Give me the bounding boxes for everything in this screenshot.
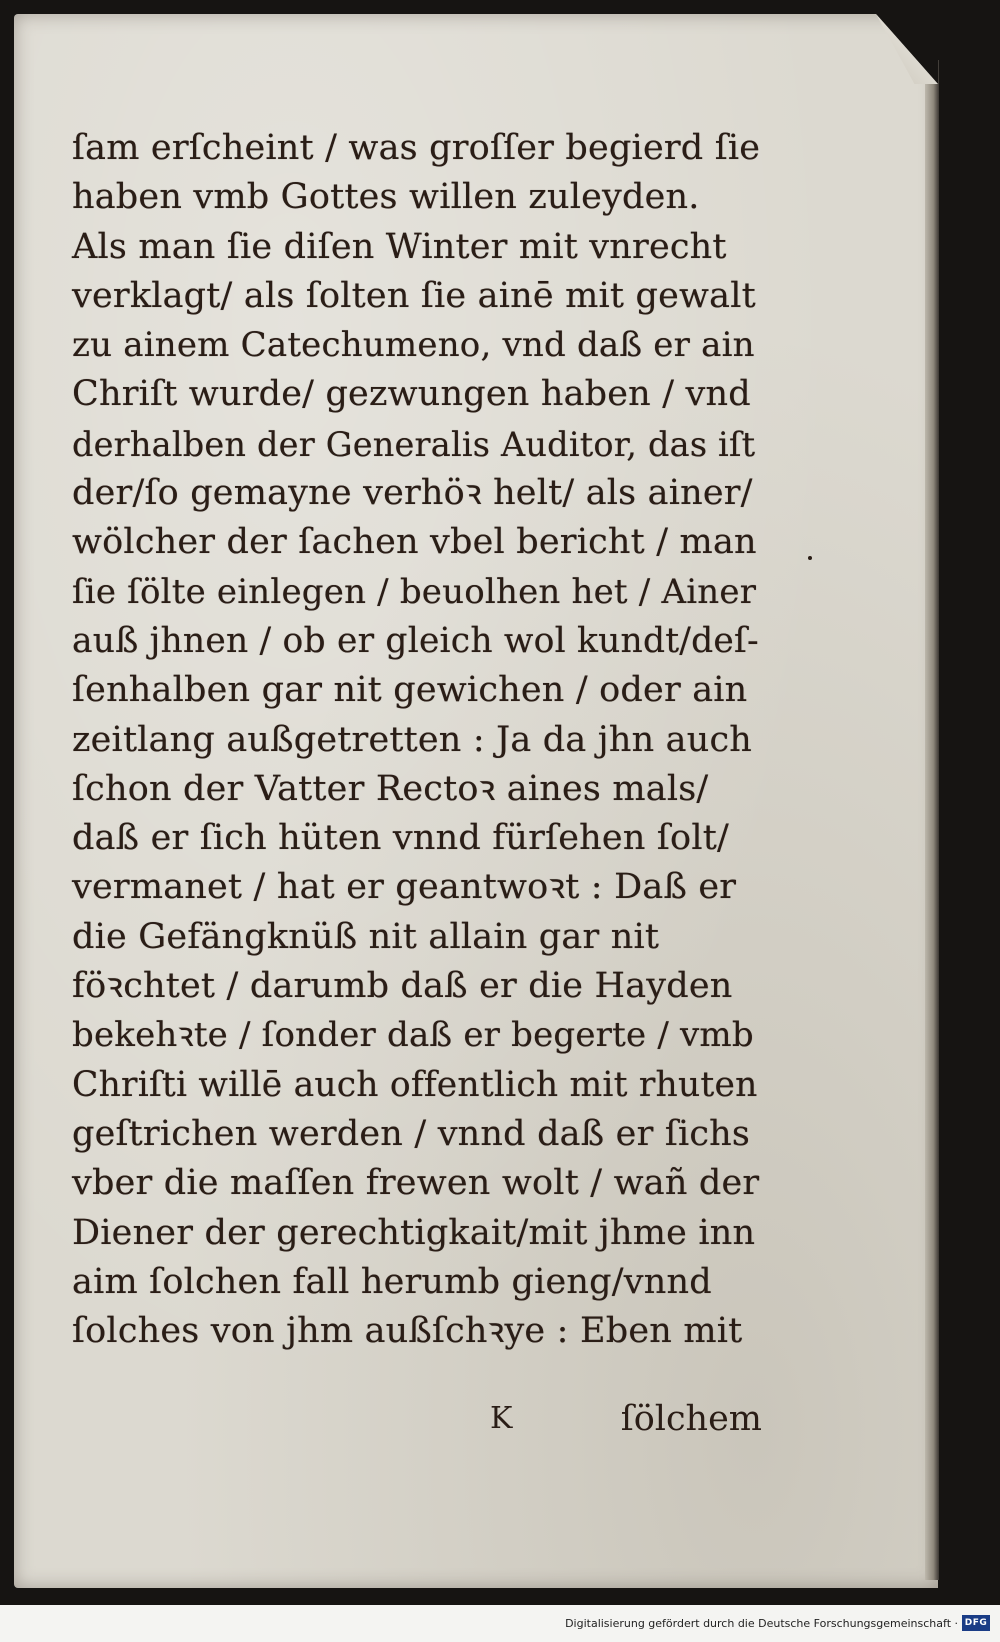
text-line: Chriſti willē auch offentlich mit rhuten	[72, 1064, 758, 1105]
text-line: bekehꝛte / ſonder daß er begerte / vmb	[72, 1015, 754, 1056]
text-line: Diener der gerechtigkait/mit jhme inn	[72, 1212, 756, 1253]
text-line: daß er ſich hüten vnnd fürſehen ſolt/	[72, 818, 729, 859]
text-line: haben vmb Gottes willen zuleyden.	[72, 177, 700, 218]
text-line: aim ſolchen fall herumb gieng/vnnd	[72, 1261, 712, 1302]
text-line: derhalben der Generalis Auditor, das iſt	[72, 424, 756, 464]
text-line: ſchon der Vatter Rectoꝛ aines mals/	[72, 768, 709, 809]
catchword: ſölchem	[620, 1399, 762, 1439]
signature-mark: K	[490, 1401, 513, 1436]
text-line: verklagt/ als ſolten ſie ainē mit gewalt	[72, 275, 756, 316]
text-line: zeitlang außgetretten : Ja da jhn auch	[72, 719, 753, 760]
text-line: vermanet / hat er geantwoꝛt : Daß er	[72, 867, 737, 908]
page-foot	[72, 1394, 762, 1444]
page-text	[72, 124, 762, 1356]
text-line: die Gefängknüß nit allain gar nit	[72, 916, 660, 957]
text-line: ſolches von jhm außſchꝛye : Eben mit	[72, 1311, 743, 1352]
text-line: wölcher der ſachen vbel bericht / man	[72, 522, 757, 563]
text-line: vber die maſſen frewen wolt / wañ der	[72, 1163, 760, 1204]
dfg-logo: DFG	[962, 1615, 990, 1631]
text-line: auß jhnen / ob er gleich wol kundt/deſ-	[72, 620, 759, 661]
margin-dot	[808, 556, 812, 560]
text-line: ſenhalben gar nit gewichen / oder ain	[72, 670, 748, 711]
funding-notice: Digitalisierung gefördert durch die Deutsche Forschungsgemeinschaft ·	[565, 1617, 958, 1630]
page-edge	[925, 60, 939, 1580]
text-line: geſtrichen werden / vnnd daß er ſichs	[72, 1113, 751, 1154]
text-line: föꝛchtet / darumb daß er die Hayden	[72, 966, 733, 1007]
text-line: Chriſt wurde/ gezwungen haben / vnd	[72, 374, 751, 415]
text-line: Als man ſie diſen Winter mit vnrecht	[72, 226, 727, 267]
text-line: ſie ſölte einlegen / beuolhen het / Ainer	[72, 571, 757, 612]
footer-bar	[0, 1605, 1000, 1642]
text-line: zu ainem Catechumeno, vnd daß er ain	[72, 325, 755, 366]
text-line: ſam erſcheint / was groſſer begierd ſie	[72, 128, 761, 168]
text-line: der/ſo gemayne verhöꝛ helt/ als ainer/	[72, 473, 753, 514]
